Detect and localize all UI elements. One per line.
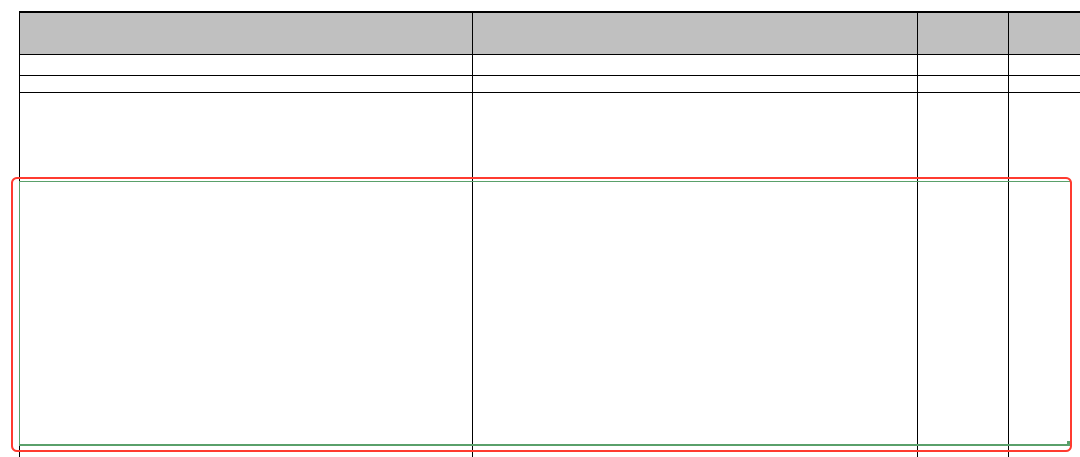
header-top-border xyxy=(19,11,1080,13)
blank-row-top xyxy=(19,75,1080,76)
blank-row-bottom xyxy=(19,92,1080,93)
highlight-rectangle xyxy=(11,177,1072,452)
header-bottom-border xyxy=(19,54,1080,55)
header-row xyxy=(19,12,1080,55)
